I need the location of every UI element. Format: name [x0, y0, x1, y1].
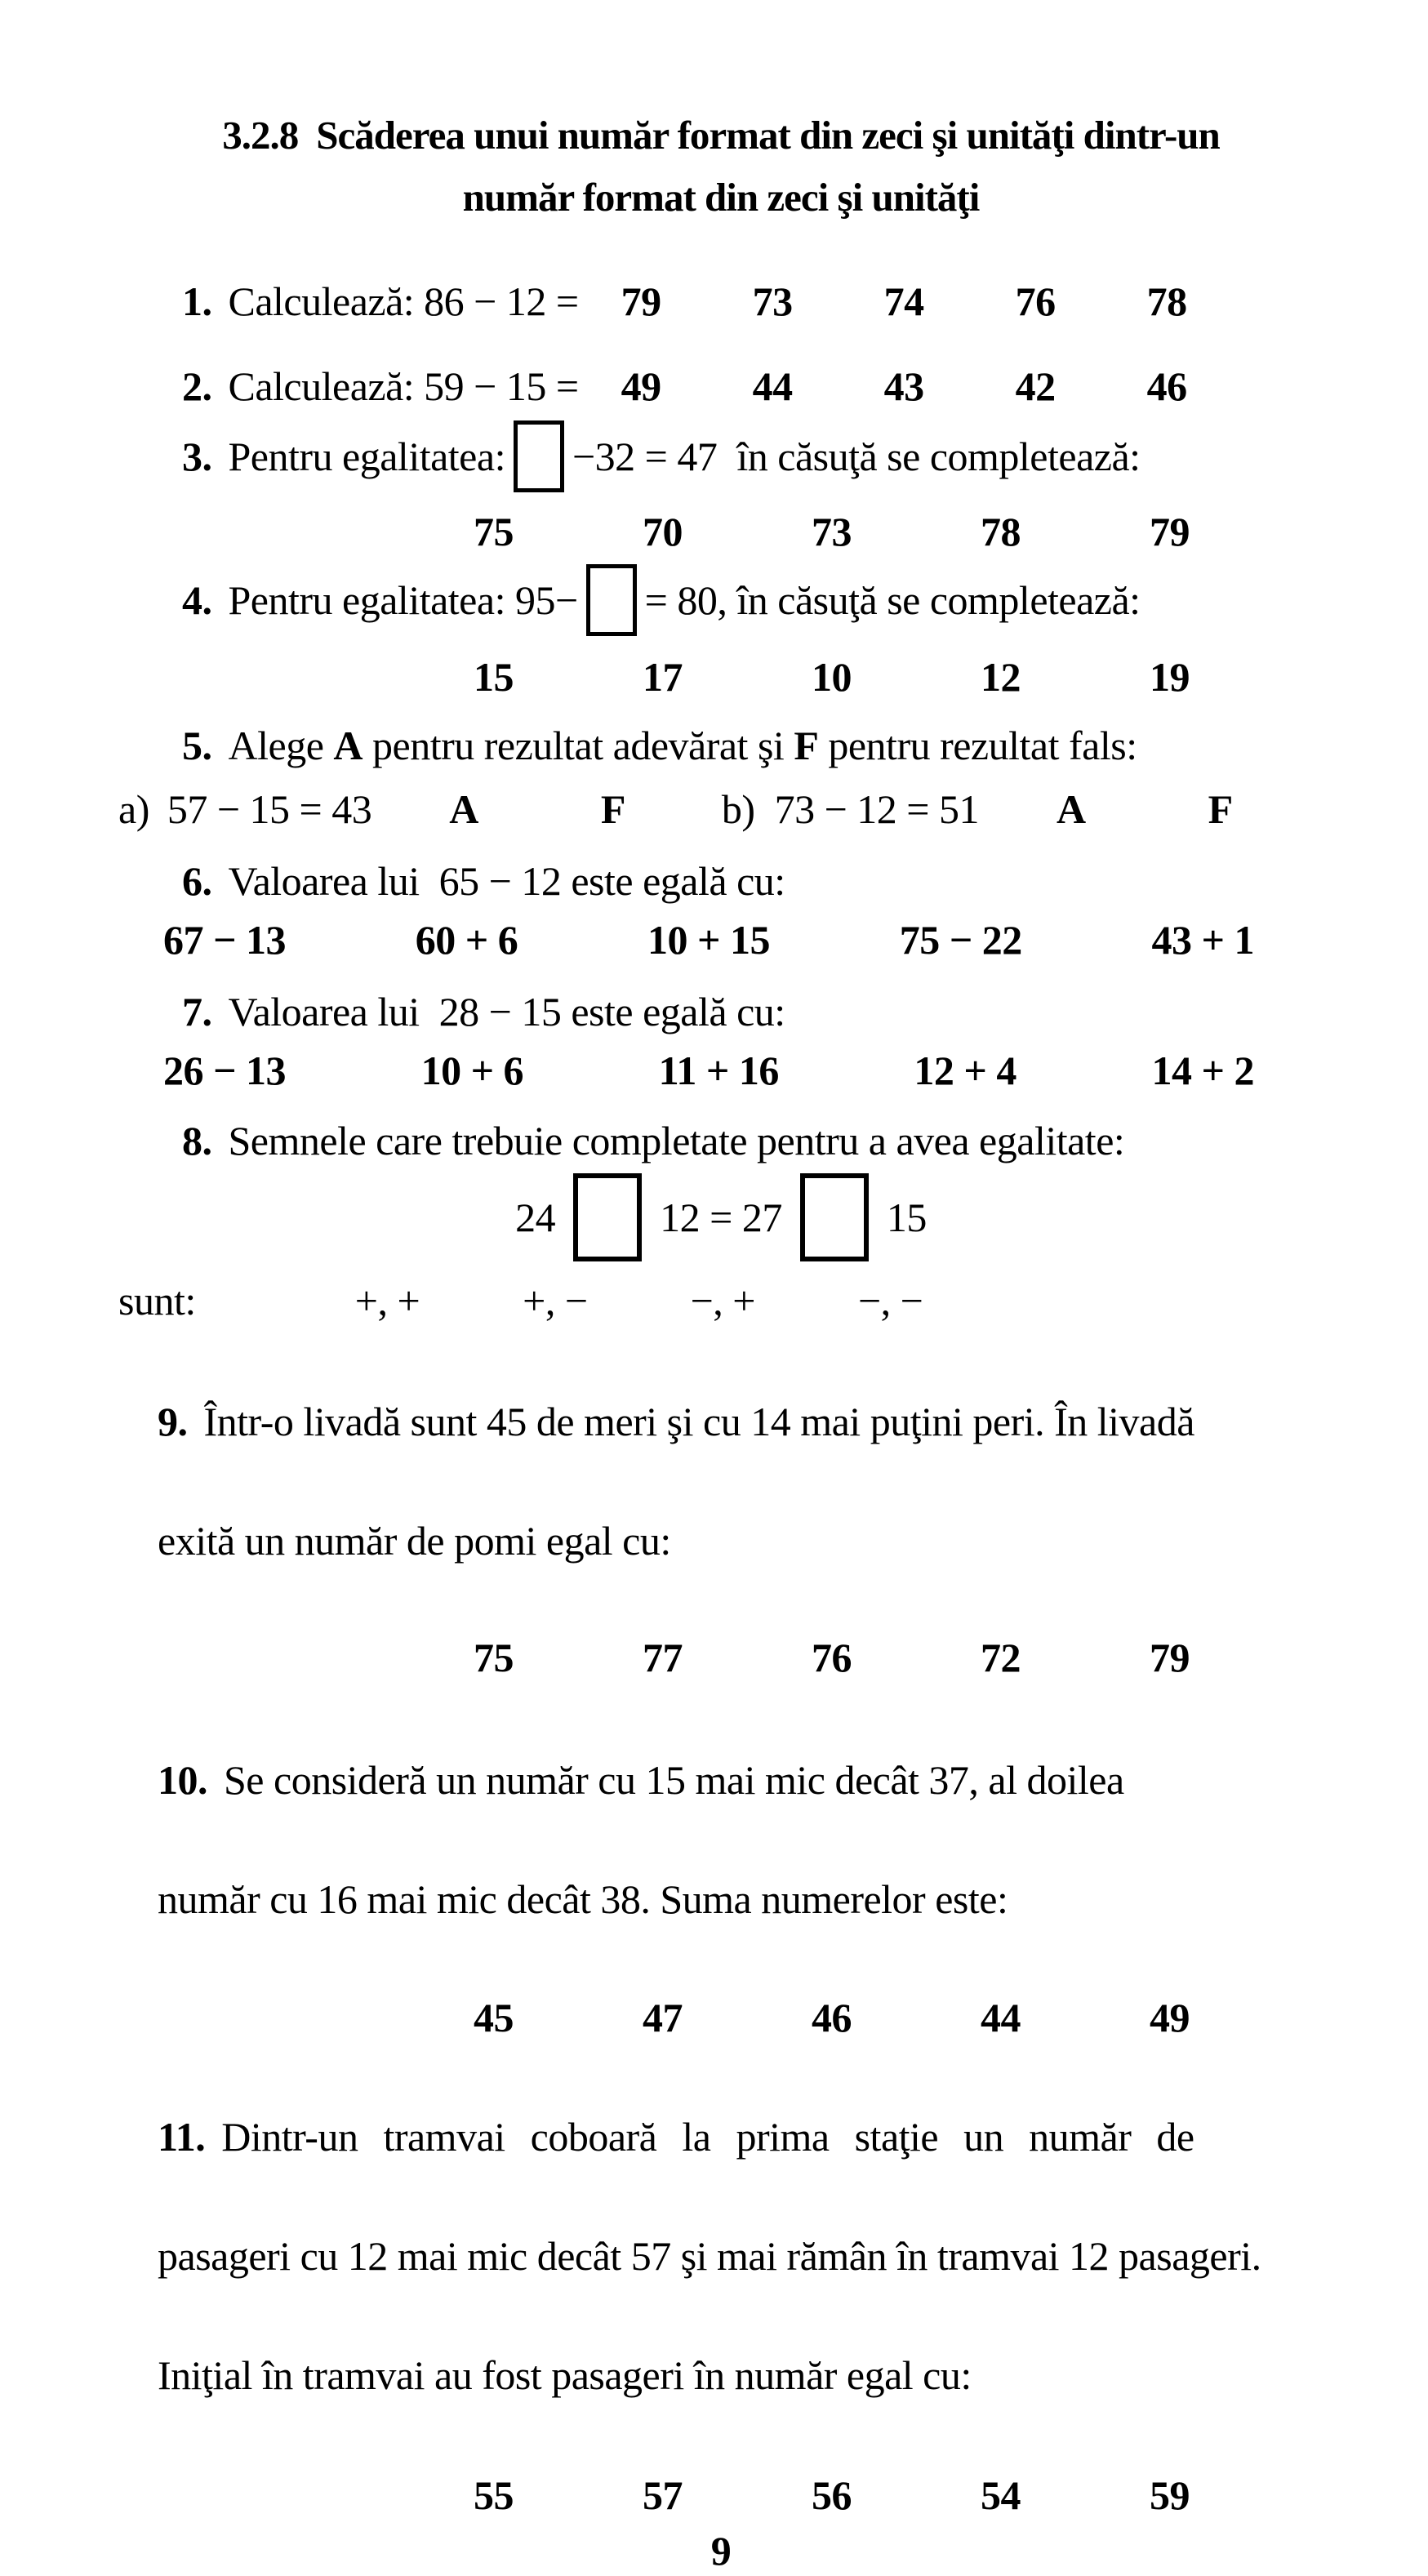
question-text: = 80, în căsuţă se completează:: [644, 577, 1141, 623]
question-text: Pentru egalitatea:: [228, 434, 505, 479]
equation-a: 57 − 15 = 43: [167, 786, 372, 832]
question-number: 8.: [182, 1118, 212, 1163]
question-text: Semnele care trebuie completate pentru a avea egalitate:: [228, 1118, 1125, 1163]
question-3: [118, 418, 1323, 495]
question-8-signs: [118, 1275, 1323, 1326]
false-letter: F: [794, 723, 819, 768]
answer-option: 57: [643, 2472, 683, 2518]
answer-option: 75: [474, 1635, 514, 1680]
question-text: [229, 715, 1137, 776]
equation-b: 73 − 12 = 51: [774, 786, 979, 832]
answer-option: 75 − 22: [899, 917, 1022, 963]
question-7: [118, 981, 1323, 1042]
title-line2: număr format din zeci şi unităţi: [462, 175, 980, 220]
question-number: 3.: [182, 434, 212, 479]
choice-a-true: A: [449, 786, 478, 832]
answer-option: 75: [474, 509, 514, 554]
question-4: [118, 562, 1323, 638]
answer-option: 12 + 4: [914, 1048, 1017, 1093]
question-number: 10.: [158, 1757, 207, 1803]
answer-option: 10 + 15: [647, 917, 770, 963]
question-number: 6.: [182, 858, 212, 904]
equation-part: 12 = 27: [660, 1195, 782, 1240]
answer-option: 49: [621, 363, 661, 409]
page-number: 9: [710, 2528, 732, 2574]
section-number: 3.2.8: [222, 113, 299, 158]
question-5-items: [118, 779, 1323, 839]
answer-option: 11 + 16: [658, 1048, 779, 1093]
answer-option: 42: [1015, 363, 1056, 409]
question-5: [118, 715, 1323, 776]
question-text: −32 = 47 în căsuţă se completează:: [572, 434, 1141, 479]
sign-option: −, −: [857, 1278, 923, 1324]
question-number: 1.: [182, 278, 212, 324]
answer-box: [514, 420, 564, 492]
answer-option: 59: [1150, 2472, 1190, 2518]
answer-box: [586, 564, 637, 636]
question-8: [118, 1110, 1323, 1171]
answer-option: 46: [812, 1995, 852, 2040]
answer-option: 49: [1150, 1995, 1190, 2040]
item-a-label: a): [118, 786, 149, 832]
answers-row-q11: [118, 2470, 1323, 2520]
answer-option: 14 + 2: [1151, 1048, 1254, 1093]
question-6: [118, 851, 1323, 911]
answer-options: [621, 271, 1187, 331]
question-text-line: Se consideră un număr cu 15 mai mic decât 37, al doilea: [224, 1757, 1124, 1803]
question-1: [118, 271, 1323, 331]
question-11: [118, 2048, 1323, 2465]
sign-option: −, +: [690, 1278, 755, 1324]
question-number: 2.: [182, 363, 212, 409]
question-number: 7.: [182, 989, 212, 1034]
answer-box: [800, 1173, 869, 1261]
question-8-equation: [118, 1171, 1323, 1264]
item-b-label: b): [721, 786, 755, 832]
question-text-line: pasageri cu 12 mai mic decât 57 şi mai rămân în tramvai 12 pasageri.: [158, 2233, 1261, 2279]
question-text: Calculează: 59 − 15 =: [228, 363, 579, 409]
answer-option: 43 + 1: [1151, 917, 1254, 963]
answer-option: 17: [643, 654, 683, 700]
true-letter: A: [333, 723, 363, 768]
options-row-q7: [118, 1045, 1323, 1096]
equation-part: 24: [515, 1195, 556, 1240]
question-text-part: pentru rezultat adevărat şi: [363, 723, 794, 768]
answer-option: 74: [883, 278, 924, 324]
answer-option: 46: [1146, 363, 1187, 409]
question-text-line: Iniţial în tramvai au fost pasageri în număr egal cu:: [158, 2352, 972, 2398]
answer-option: 76: [812, 1635, 852, 1680]
question-10: [118, 1691, 1323, 1989]
answer-option: 79: [1150, 1635, 1190, 1680]
answer-option: 19: [1150, 654, 1190, 700]
answer-option: 78: [981, 509, 1021, 554]
answer-option: 76: [1015, 278, 1056, 324]
answers-row-q4: [118, 652, 1323, 702]
question-number: 11.: [158, 2114, 206, 2160]
answer-option: 70: [643, 509, 683, 554]
answer-option: 43: [883, 363, 924, 409]
answers-row-q3: [118, 506, 1323, 557]
answer-box: [573, 1173, 642, 1261]
answer-option: 60 + 6: [415, 917, 518, 963]
question-text-part: Alege: [228, 723, 334, 768]
answer-option: 44: [752, 363, 793, 409]
answer-option: 15: [474, 654, 514, 700]
choice-b-true: A: [1056, 786, 1086, 832]
question-text-line: exită un număr de pomi egal cu:: [158, 1518, 671, 1564]
answer-option: 45: [474, 1995, 514, 2040]
answer-option: 56: [812, 2472, 852, 2518]
sign-options: [355, 1275, 923, 1326]
question-2: [118, 356, 1323, 416]
question-text: Calculează: 86 − 12 =: [228, 278, 579, 324]
equation-part: 15: [886, 1195, 927, 1240]
answer-option: 67 − 13: [163, 917, 286, 963]
question-text-line: Dintr-un tramvai coboară la prima staţie un număr de: [221, 2114, 1194, 2160]
answer-option: 79: [1150, 509, 1190, 554]
answers-row-q9: [118, 1632, 1323, 1683]
answer-option: 78: [1146, 278, 1187, 324]
question-number: 9.: [158, 1399, 188, 1444]
answer-option: 54: [981, 2472, 1021, 2518]
question-text: Valoarea lui 28 − 15 este egală cu:: [228, 989, 785, 1034]
choice-a-false: F: [600, 786, 625, 832]
title-line1: Scăderea unui număr format din zeci şi unităţi dintr-un: [316, 113, 1220, 158]
answer-option: 47: [643, 1995, 683, 2040]
options-row-q6: [118, 914, 1323, 965]
answer-option: 26 − 13: [163, 1048, 286, 1093]
answer-option: 12: [981, 654, 1021, 700]
sign-option: +, +: [354, 1278, 420, 1324]
answer-option: 73: [752, 278, 793, 324]
question-number: 5.: [182, 723, 212, 768]
answer-option: 10: [812, 654, 852, 700]
choice-b-false: F: [1208, 786, 1233, 832]
question-text-line: număr cu 16 mai mic decât 38. Suma numerelor este:: [158, 1876, 1008, 1922]
question-number: 4.: [182, 577, 212, 623]
question-text-part: pentru rezultat fals:: [818, 723, 1137, 768]
question-text-line: Într-o livadă sunt 45 de meri şi cu 14 mai puţini peri. În livadă: [203, 1399, 1194, 1444]
sunt-label: sunt:: [118, 1278, 196, 1324]
answers-row-q10: [118, 1992, 1323, 2043]
answer-option: 55: [474, 2472, 514, 2518]
answer-option: 79: [621, 278, 661, 324]
question-text: Valoarea lui 65 − 12 este egală cu:: [228, 858, 785, 904]
answer-option: 72: [981, 1635, 1021, 1680]
answer-option: 10 + 6: [420, 1048, 524, 1093]
question-text: Pentru egalitatea: 95−: [228, 577, 578, 623]
answer-option: 77: [643, 1635, 683, 1680]
answer-options: [621, 356, 1187, 416]
sign-option: +, −: [523, 1278, 588, 1324]
answer-option: 44: [981, 1995, 1021, 2040]
question-9: [118, 1332, 1323, 1631]
page-title: [118, 105, 1323, 229]
answer-option: 73: [812, 509, 852, 554]
